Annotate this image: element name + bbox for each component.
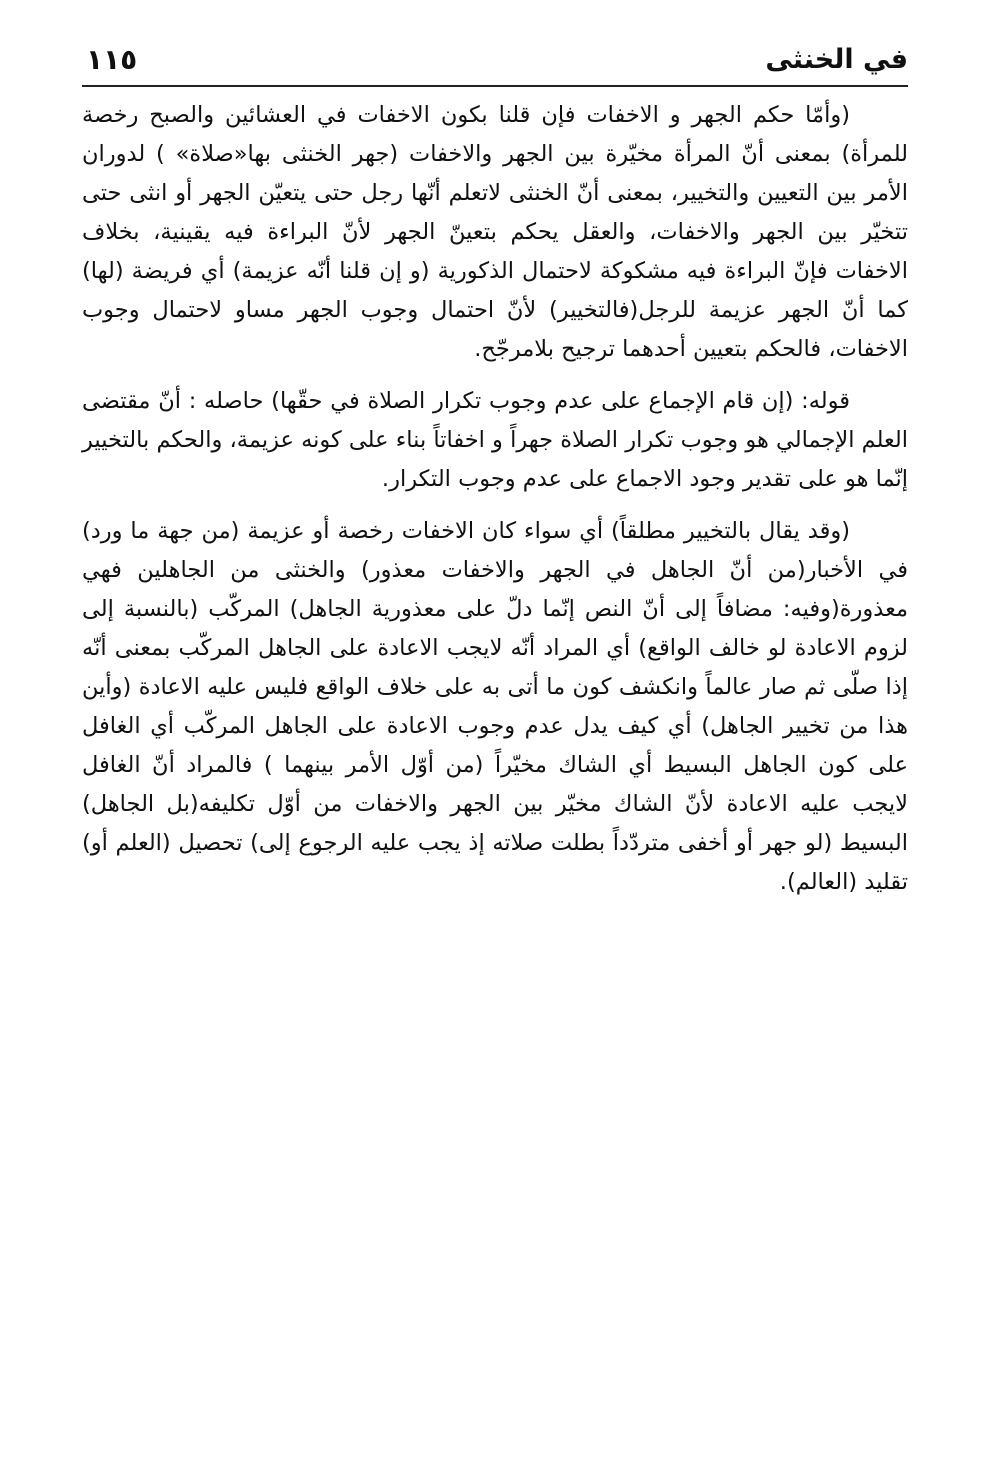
header-divider — [82, 85, 908, 87]
paragraph-3: (وقد يقال بالتخيير مطلقاً) أي سواء كان الاخفات رخصة أو عزيمة (من جهة ما ورد) في الأخبار(من أنّ الجاهل في الجهر والاخفات معذور) والخنثى من الجاهلين فهي معذورة(وفيه: مضافاً إلى أنّ النص إنّما دلّ على معذورية الجاهل) المركّب (بالنسبة إلى لزوم الاعادة لو خالف الواقع) أي المراد أنّه لايجب الاعادة على الجاهل المركّب بمعنى أنّه إذا صلّى ثم صار عالماً وانكشف كون ما أتى به على خلاف الواقع فليس عليه الاعادة (وأين هذا من تخيير الجاهل) أي كيف يدل عدم وجوب الاعادة على الجاهل المركّب أي الغافل على كون الجاهل البسيط أي الشاك مخيّراً (من أوّل الأمر بينهما ) فالمراد أنّ الغافل لايجب عليه الاعادة لأنّ الشاك مخيّر بين الجهر والاخفات من أوّل تكليفه(بل الجاهل) البسيط (لو جهر أو أخفى متردّداً بطلت صلاته إذ يجب عليه الرجوع إلى) تحصيل (العلم أو) تقليد (العالم). — [82, 518, 908, 895]
paragraph-2: قوله: (إن قام الإجماع على عدم وجوب تكرار الصلاة في حقّها) حاصله : أنّ مقتضى العلم الإجمالي هو وجوب تكرار الصلاة جهراً و اخفاتاً بناء على كونه عزيمة، والحكم بالتخيير إنّما هو على تقدير وجود الاجماع على عدم وجوب التكرار. — [82, 388, 908, 492]
running-title: في الخنثى — [765, 44, 908, 75]
page-number: ١١٥ — [86, 43, 138, 76]
paragraph-1: (وأمّا حكم الجهر و الاخفات فإن قلنا بكون الاخفات في العشائين والصبح رخصة للمرأة) بمعنى أنّ المرأة مخيّرة بين الجهر والاخفات (جهر الخنثى بها«صلاة» ) لدوران الأمر بين التعيين والتخيير، بمعنى أنّ الخنثى لاتعلم أنّها رجل حتى يتعيّن الجهر أو انثى حتى تتخيّر بين الجهر والاخفات، والعقل يحكم بتعينّ الجهر لأنّ البراءة فيه يقينية، بخلاف الاخفات فإنّ البراءة فيه مشكوكة لاحتمال الذكورية (و إن قلنا أنّه عزيمة) أي فريضة (لها) كما أنّ الجهر عزيمة للرجل(فالتخيير) لأنّ احتمال وجوب الجهر مساو لاحتمال وجوب الاخفات، فالحكم بتعيين أحدهما ترجيح بلامرجّح. — [82, 102, 908, 362]
page-header — [82, 38, 908, 82]
body-text — [82, 96, 908, 902]
